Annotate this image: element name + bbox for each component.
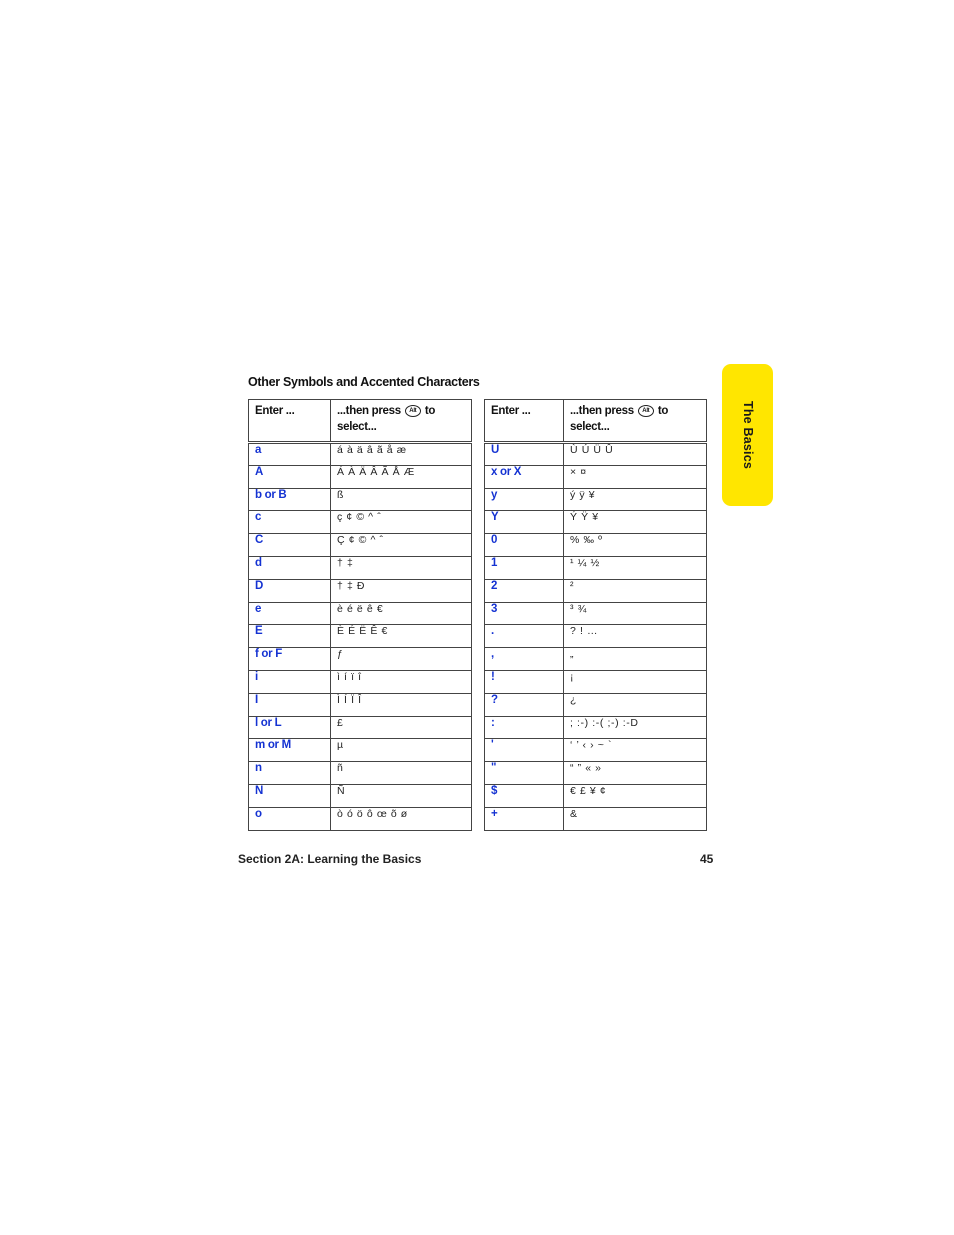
entry-key: 0 [485, 534, 564, 557]
header-select: select... [570, 421, 610, 433]
entry-symbols: ò ó ö ô œ õ ø [331, 807, 472, 830]
table-header-row [249, 400, 472, 443]
entry-key: o [249, 807, 331, 830]
entry-key: A [249, 465, 331, 488]
entry-key: I [249, 693, 331, 716]
symbols-table-right [484, 399, 707, 831]
entry-symbols: × ¤ [564, 465, 707, 488]
entry-symbols: È É Ë Ê € [331, 625, 472, 648]
entry-key: E [249, 625, 331, 648]
entry-symbols: ç ¢ © ^ ˆ [331, 511, 472, 534]
table-row [485, 602, 707, 625]
entry-symbols: ² [564, 579, 707, 602]
entry-symbols: ß [331, 488, 472, 511]
entry-symbols: Ù Ú Ü Û [564, 443, 707, 466]
table-row [485, 534, 707, 557]
header-enter: Enter ... [249, 400, 331, 443]
entry-key: 2 [485, 579, 564, 602]
entry-symbols: “ ” « » [564, 762, 707, 785]
entry-key: b or B [249, 488, 331, 511]
table-row [249, 488, 472, 511]
entry-key: C [249, 534, 331, 557]
table-body-right [485, 443, 707, 831]
side-tab-label: The Basics [740, 400, 755, 470]
entry-symbols: ý ÿ ¥ [564, 488, 707, 511]
entry-symbols: Ý Ÿ ¥ [564, 511, 707, 534]
header-press-post: to [657, 405, 669, 417]
symbols-table-left [248, 399, 472, 831]
side-tab [722, 364, 773, 506]
entry-key: m or M [249, 739, 331, 762]
entry-symbols: ? ! … [564, 625, 707, 648]
entry-symbols: Ñ [331, 784, 472, 807]
table-row [249, 534, 472, 557]
entry-key: $ [485, 784, 564, 807]
entry-symbols: † ‡ Ð [331, 579, 472, 602]
entry-key: c [249, 511, 331, 534]
entry-key: 3 [485, 602, 564, 625]
table-body-left [249, 443, 472, 831]
entry-key: f or F [249, 648, 331, 671]
entry-symbols: ³ ¾ [564, 602, 707, 625]
entry-key: N [249, 784, 331, 807]
entry-key: n [249, 762, 331, 785]
table-row [249, 465, 472, 488]
table-row [485, 625, 707, 648]
table-row [249, 602, 472, 625]
entry-symbols: ƒ [331, 648, 472, 671]
table-row [249, 739, 472, 762]
table-row [249, 670, 472, 693]
header-enter: Enter ... [485, 400, 564, 443]
entry-symbols: ‘ ’ ‹ › ~ ` [564, 739, 707, 762]
footer-section: Section 2A: Learning the Basics [238, 852, 422, 866]
entry-symbols: € £ ¥ ¢ [564, 784, 707, 807]
entry-key: a [249, 443, 331, 466]
table-row [249, 511, 472, 534]
header-press-pre: ...then press [570, 405, 634, 417]
table-row [249, 716, 472, 739]
entry-symbols: „ [564, 648, 707, 671]
table-row [485, 784, 707, 807]
header-then-press [331, 400, 472, 443]
table-row [485, 465, 707, 488]
entry-key: U [485, 443, 564, 466]
entry-key: + [485, 807, 564, 830]
table-row [485, 807, 707, 830]
entry-symbols: ¡ [564, 670, 707, 693]
entry-symbols: Ì Í Ï Î [331, 693, 472, 716]
footer-page-number: 45 [700, 852, 714, 866]
entry-key: d [249, 556, 331, 579]
header-press-pre: ...then press [337, 405, 401, 417]
table-row [249, 625, 472, 648]
entry-symbols: % ‰ º [564, 534, 707, 557]
entry-symbols: ñ [331, 762, 472, 785]
entry-key: , [485, 648, 564, 671]
header-select: select... [337, 421, 377, 433]
table-header-row [485, 400, 707, 443]
entry-key: ? [485, 693, 564, 716]
entry-symbols: Á À Ä Â Ã Å Æ [331, 465, 472, 488]
table-row [485, 443, 707, 466]
entry-symbols: ; :-) :-( ;-) :-D [564, 716, 707, 739]
section-heading: Other Symbols and Accented Characters [248, 375, 480, 389]
side-tab-label-wrap [722, 364, 773, 506]
table-row [485, 648, 707, 671]
entry-key: i [249, 670, 331, 693]
header-press-post: to [424, 405, 436, 417]
table-row [485, 670, 707, 693]
table-row [249, 648, 472, 671]
entry-key: D [249, 579, 331, 602]
entry-key: ! [485, 670, 564, 693]
entry-symbols: ¿ [564, 693, 707, 716]
entry-symbols: & [564, 807, 707, 830]
table-row [249, 762, 472, 785]
table-row [249, 784, 472, 807]
entry-key: x or X [485, 465, 564, 488]
entry-key: : [485, 716, 564, 739]
entry-symbols: £ [331, 716, 472, 739]
entry-key: Y [485, 511, 564, 534]
header-then-press [564, 400, 707, 443]
entry-key: 1 [485, 556, 564, 579]
table-row [485, 693, 707, 716]
entry-key: y [485, 488, 564, 511]
entry-symbols: µ [331, 739, 472, 762]
entry-symbols: á à ä â ã å æ [331, 443, 472, 466]
table-row [485, 739, 707, 762]
entry-key: ' [485, 739, 564, 762]
table-row [485, 579, 707, 602]
entry-symbols: Ç ¢ © ^ ˆ [331, 534, 472, 557]
alt-key-icon: Alt [405, 405, 421, 417]
alt-key-icon: Alt [638, 405, 654, 417]
table-row [485, 488, 707, 511]
table-row [485, 762, 707, 785]
entry-symbols: è é ë ê € [331, 602, 472, 625]
table-row [249, 443, 472, 466]
entry-symbols: † ‡ [331, 556, 472, 579]
entry-symbols: ¹ ¼ ½ [564, 556, 707, 579]
table-row [249, 556, 472, 579]
table-row [485, 511, 707, 534]
entry-key: . [485, 625, 564, 648]
entry-key: e [249, 602, 331, 625]
entry-key: l or L [249, 716, 331, 739]
table-row [249, 579, 472, 602]
table-row [485, 716, 707, 739]
entry-symbols: ì í ï î [331, 670, 472, 693]
table-row [485, 556, 707, 579]
table-row [249, 693, 472, 716]
entry-key: " [485, 762, 564, 785]
table-row [249, 807, 472, 830]
